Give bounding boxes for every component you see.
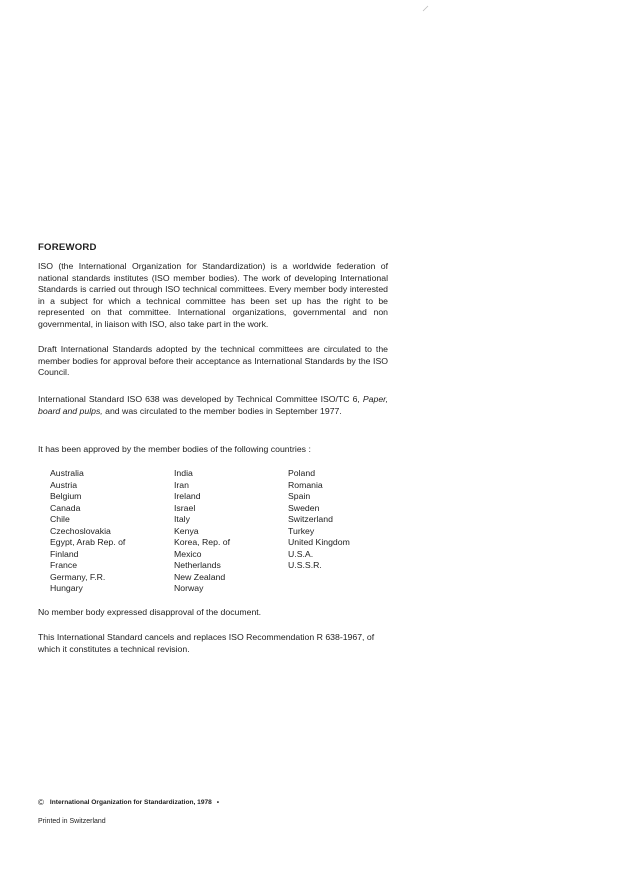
country-name: U.S.S.R. [288,560,322,570]
country-name: Israel [174,502,196,513]
country-name: Australia [50,468,84,478]
country-name: Czechoslovakia [50,525,111,536]
country-column-2 [174,468,288,595]
country-name: Finland [50,548,79,559]
paragraph-no-disapproval: No member body expressed disapproval of the document. [38,607,262,617]
country-name: U.S.A. [288,548,314,559]
foreword-heading: FOREWORD [38,242,97,253]
country-name: Turkey [288,525,315,536]
country-name: New Zealand [174,571,226,582]
copyright-symbol: © [38,798,44,807]
country-name: Austria [50,479,78,490]
country-name: Belgium [50,491,82,501]
country-name: Sweden [288,502,320,513]
country-name: Iran [174,479,189,490]
scan-mark [422,4,430,12]
country-name: Italy [174,514,190,524]
country-name: United Kingdom [288,537,350,547]
country-name: Egypt, Arab Rep. of [50,537,126,547]
country-name: Korea, Rep. of [174,537,231,547]
country-name: Switzerland [288,514,333,524]
country-name: Germany, F.R. [50,571,106,582]
country-name: France [50,560,78,570]
paragraph-draft-standards: Draft International Standards adopted by the technical committees are circulated to the member bodies for approval before their acceptance as International Standards by the ISO Council. [38,344,388,377]
country-name: India [174,468,193,478]
country-name: Canada [50,502,81,513]
country-name: Chile [50,514,70,524]
paragraph-cancels-replaces: This International Standard cancels and replaces ISO Recommendation R 638-1967, of which it constitutes a technical revision. [38,632,375,654]
country-name: Norway [174,583,204,593]
country-name: Hungary [50,583,83,593]
origin-text-end: and was circulated to the member bodies in September 1977. [102,405,342,416]
country-name: Poland [288,468,316,478]
paragraph-approval: It has been approved by the member bodies of the following countries : [38,444,311,454]
copyright-line [38,798,219,807]
country-name: Ireland [174,491,201,501]
country-list [50,468,398,595]
country-name: Mexico [174,548,202,559]
paragraph-standard-origin [38,394,388,417]
country-column-1 [50,468,174,595]
country-name: Spain [288,491,311,501]
committee-title: Paper, board and pulps, [38,394,388,416]
bullet: • [216,799,219,806]
country-name: Kenya [174,525,199,536]
country-column-3 [288,468,398,595]
country-name: Netherlands [174,560,221,570]
paragraph-iso-intro: ISO (the International Organization for Standardization) is a worldwide federation of national standards institutes (ISO member bodies). The work of developing International Standards is carried out through ISO technical committees. Every member body interested in a subject for which a technical committee has been set up has the right to be represented on that committee. International organizations, governmental and non governmental, in liaison with ISO, also take part in the work. [38,261,388,329]
copyright-text: International Organization for Standardization, 1978 [49,799,212,806]
origin-text-start: International Standard ISO 638 was developed by Technical Committee ISO/TC 6, [38,394,363,404]
country-name: Romania [288,479,323,490]
printed-in: Printed in Switzerland [38,818,106,825]
